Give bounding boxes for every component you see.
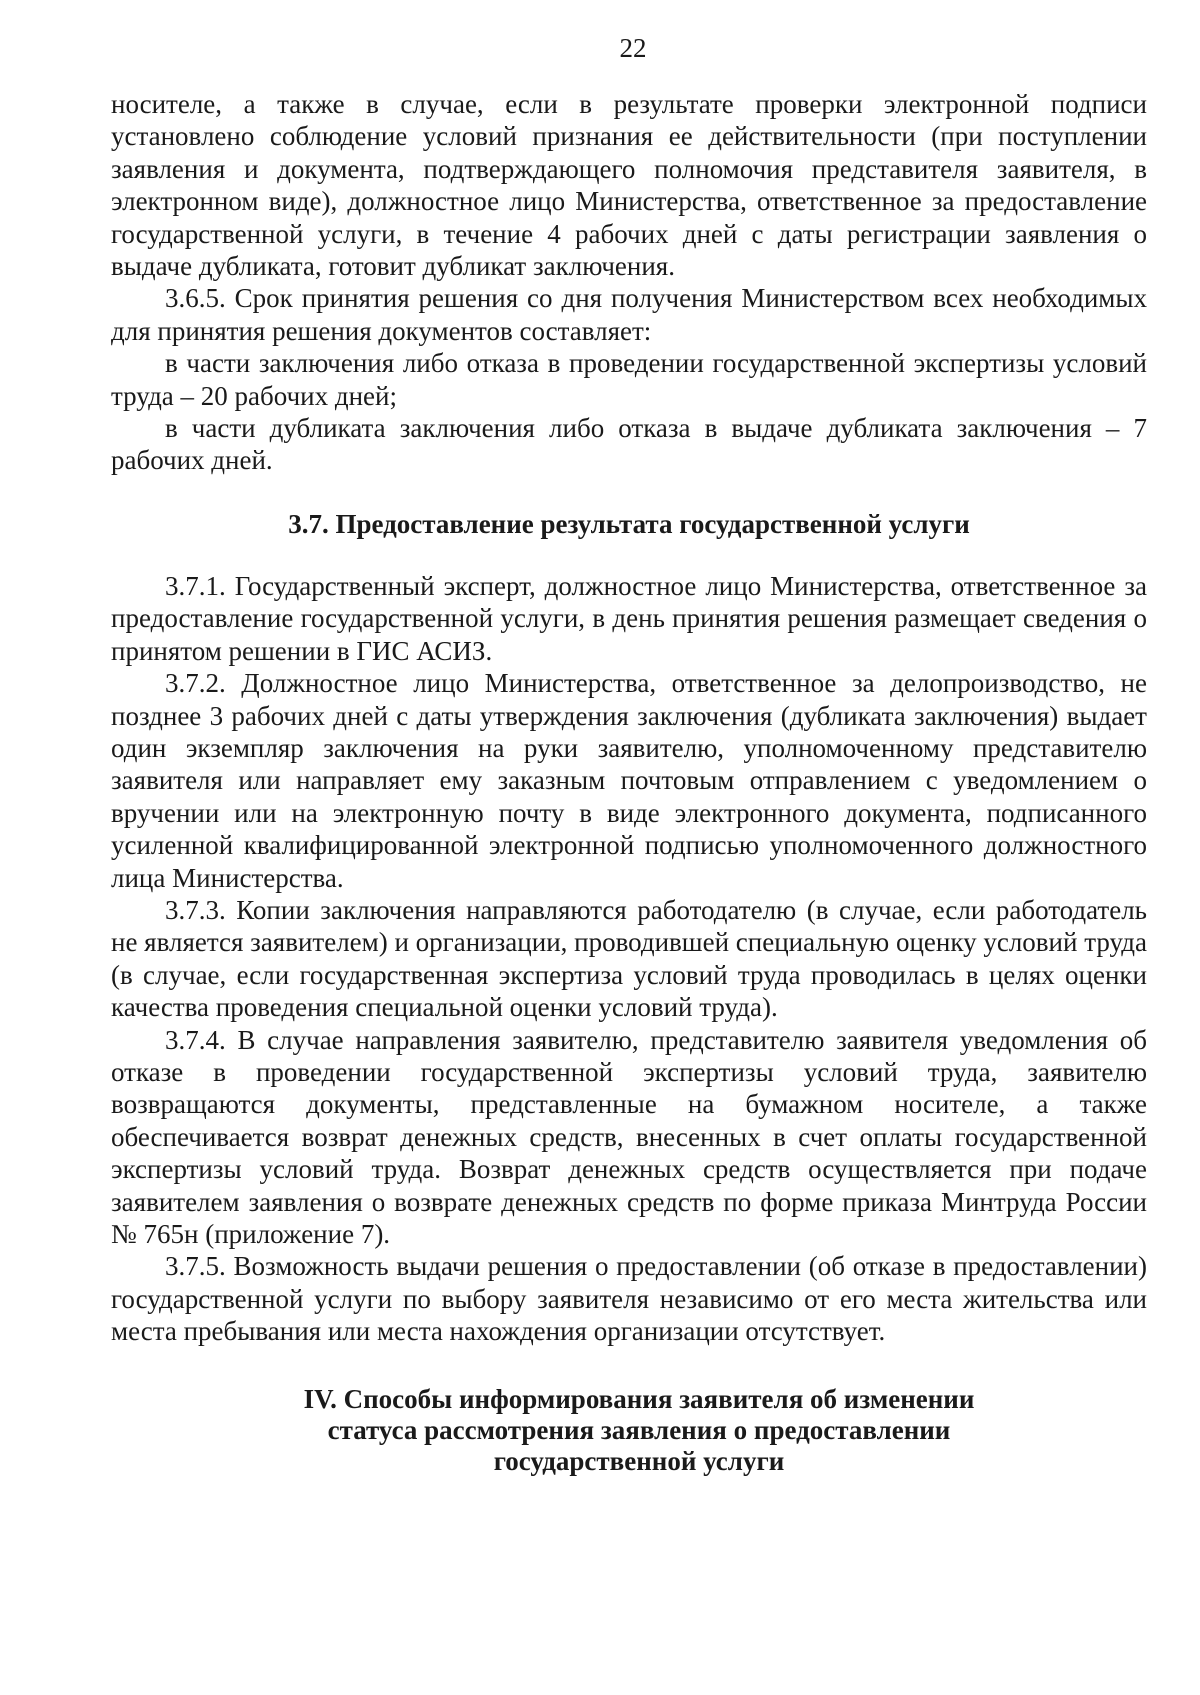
- section-4-heading-line-1: IV. Способы информирования заявителя об изменении: [303, 1383, 975, 1414]
- paragraph-3-7-5: 3.7.5. Возможность выдачи решения о предоставлении (об отказе в предоставлении) государственной услуги по выбору заявителя независимо от его места жительства или места пребывания или места нахождения организации отсутствует.: [111, 1251, 1147, 1347]
- paragraph-3-7-2: 3.7.2. Должностное лицо Министерства, ответственное за делопроизводство, не позднее 3 рабочих дней с даты утверждения заключения (дубликата заключения) выдает один экземпляр заключения на руки заявителю, уполномоченному представителю заявителя или направляет ему заказным почтовым отправлением с уведомлением о вручении или на электронную почту в виде электронного документа, подписанного усиленной квалифицированной электронной подписью уполномоченного должностного лица Министерства.: [111, 668, 1147, 893]
- section-3-7-heading: 3.7. Предоставление результата государственной услуги: [288, 508, 970, 539]
- section-4-heading-line-2: статуса рассмотрения заявления о предоставлении: [327, 1414, 951, 1445]
- paragraph-3-6-5: 3.6.5. Срок принятия решения со дня получения Министерством всех необходимых для принятия решения документов составляет:: [111, 283, 1147, 346]
- paragraph-3-7-4: 3.7.4. В случае направления заявителю, представителю заявителя уведомления об отказе в проведении государственной экспертизы условий труда, заявителю возвращаются документы, представленные на бумажном носителе, а также обеспечивается возврат денежных средств, внесенных в счет оплаты государственной экспертизы условий труда. Возврат денежных средств осуществляется при подаче заявителем заявления о возврате денежных средств по форме приказа Минтруда России № 765н (приложение 7).: [111, 1024, 1147, 1249]
- document-page: [111, 30, 1147, 1477]
- page-number: 22: [619, 33, 647, 63]
- paragraph-term-conclusion: в части заключения либо отказа в проведении государственной экспертизы условий труда – 20 рабочих дней;: [111, 348, 1147, 411]
- paragraph-3-7-3: 3.7.3. Копии заключения направляются работодателю (в случае, если работодатель не является заявителем) и организации, проводившей специальную оценку условий труда (в случае, если государственная экспертиза условий труда проводилась в целях оценки качества проведения специальной оценки условий труда).: [111, 894, 1147, 1023]
- paragraph-continuation: носителе, а также в случае, если в результате проверки электронной подписи установлено соблюдение условий признания ее действительности (при поступлении заявления и документа, подтверждающего полномочия представителя заявителя, в электронном виде), должностное лицо Министерства, ответственное за предоставление государственной услуги, в течение 4 рабочих дней с даты регистрации заявления о выдаче дубликата, готовит дубликат заключения.: [111, 89, 1147, 282]
- section-4-heading-line-3: государственной услуги: [493, 1445, 785, 1476]
- section-4-heading: [111, 1384, 1147, 1477]
- paragraph-3-7-1: 3.7.1. Государственный эксперт, должностное лицо Министерства, ответственное за предоставление государственной услуги, в день принятия решения размещает сведения о принятом решении в ГИС АСИЗ.: [111, 570, 1147, 666]
- paragraph-term-duplicate: в части дубликата заключения либо отказа в выдаче дубликата заключения – 7 рабочих дней.: [111, 413, 1147, 476]
